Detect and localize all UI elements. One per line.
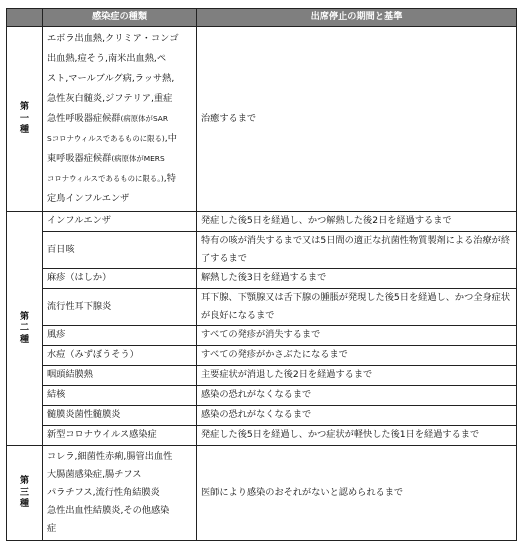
class1-label-cell	[7, 27, 43, 212]
class3-diseases	[43, 446, 197, 541]
class2-disease: 麻疹（はしか）	[43, 269, 197, 289]
class1-disease-line: エボラ出血熱,クリミア・コンゴ	[47, 33, 179, 44]
class2-row-5	[7, 326, 517, 346]
class1-row	[7, 27, 517, 212]
class2-disease: インフルエンザ	[43, 212, 197, 232]
class2-criteria: 解熱した後3日を経過するまで	[197, 269, 517, 289]
class3-disease-line: 大腸菌感染症,腸チフス	[47, 469, 142, 480]
class2-criteria: 主要症状が消退した後2日を経過するまで	[197, 366, 517, 386]
class3-criteria: 医師により感染のおそれがないと認められるまで	[197, 446, 517, 541]
table-header-row	[7, 9, 517, 27]
class1-label: 第一種	[19, 101, 30, 136]
class2-criteria: 感染の恐れがなくなるまで	[197, 386, 517, 406]
class2-row-3	[7, 269, 517, 289]
class2-criteria: 発症した後5日を経過し、かつ解熱した後2日を経過するまで	[197, 212, 517, 232]
class1-criteria: 治癒するまで	[197, 27, 517, 212]
class2-criteria: すべての発疹がかさぶたになるまで	[197, 346, 517, 366]
class2-row-4	[7, 289, 517, 326]
class2-row-6	[7, 346, 517, 366]
class2-criteria: 特有の咳が消失するまで又は5日間の適正な抗菌性物質製剤による治療が終了するまで	[197, 232, 517, 269]
class3-disease-line: コレラ,細菌性赤痢,腸管出血性	[47, 451, 173, 462]
header-blank	[7, 9, 43, 27]
class1-mers-note-line: コロナウィルスであるものに限る。),特	[47, 173, 176, 184]
class3-label: 第三種	[19, 475, 30, 510]
class2-criteria: 耳下腺、下顎腺又は舌下腺の腫脹が発現した後5日を経過し、かつ全身症状が良好になるまで	[197, 289, 517, 326]
class2-row-2	[7, 232, 517, 269]
class1-sars-line: 急性呼吸器症候群(病原体がSAR	[47, 113, 168, 124]
class3-disease-line: パラチフス,流行性角結膜炎	[47, 487, 160, 498]
class2-row-10	[7, 426, 517, 446]
class2-label: 第二種	[19, 310, 30, 345]
class2-disease: 咽頭結膜熱	[43, 366, 197, 386]
class2-disease: 流行性耳下腺炎	[43, 289, 197, 326]
class2-criteria: すべての発疹が消失するまで	[197, 326, 517, 346]
class2-disease: 百日咳	[43, 232, 197, 269]
class1-mers-line: 東呼吸器症候群(病原体がMERS	[47, 153, 165, 164]
class1-disease-line: 出血熱,痘そう,南米出血熱,ペ	[47, 53, 167, 64]
class2-disease: 水痘（みずぼうそう）	[43, 346, 197, 366]
class2-row-9	[7, 406, 517, 426]
class1-disease-line: 急性灰白髄炎,ジフテリア,重症	[47, 93, 173, 104]
class1-sars-note-line: Sコロナウィルスであるものに限る),中	[47, 133, 177, 144]
header-disease-type: 感染症の種類	[43, 9, 197, 27]
header-criteria: 出席停止の期間と基準	[197, 9, 517, 27]
class2-disease: 新型コロナウイルス感染症	[43, 426, 197, 446]
class3-disease-line: 急性出血性結膜炎,その他感染	[47, 505, 170, 516]
class1-disease-line: 定鳥インフルエンザ	[47, 193, 130, 204]
class3-row	[7, 446, 517, 541]
class3-disease-line: 症	[47, 523, 57, 534]
class2-disease: 結核	[43, 386, 197, 406]
class2-row-8	[7, 386, 517, 406]
attendance-suspension-table	[6, 8, 517, 541]
class2-label-cell	[7, 212, 43, 446]
class2-disease: 髄膜炎菌性髄膜炎	[43, 406, 197, 426]
class2-row-1	[7, 212, 517, 232]
class2-criteria: 感染の恐れがなくなるまで	[197, 406, 517, 426]
class2-criteria: 発症した後5日を経過し、かつ症状が軽快した後1日を経過するまで	[197, 426, 517, 446]
class1-disease-line: スト,マールブルグ病,ラッサ熱,	[47, 73, 175, 84]
class2-row-7	[7, 366, 517, 386]
class1-diseases	[43, 27, 197, 212]
class2-disease: 風疹	[43, 326, 197, 346]
class3-label-cell	[7, 446, 43, 541]
